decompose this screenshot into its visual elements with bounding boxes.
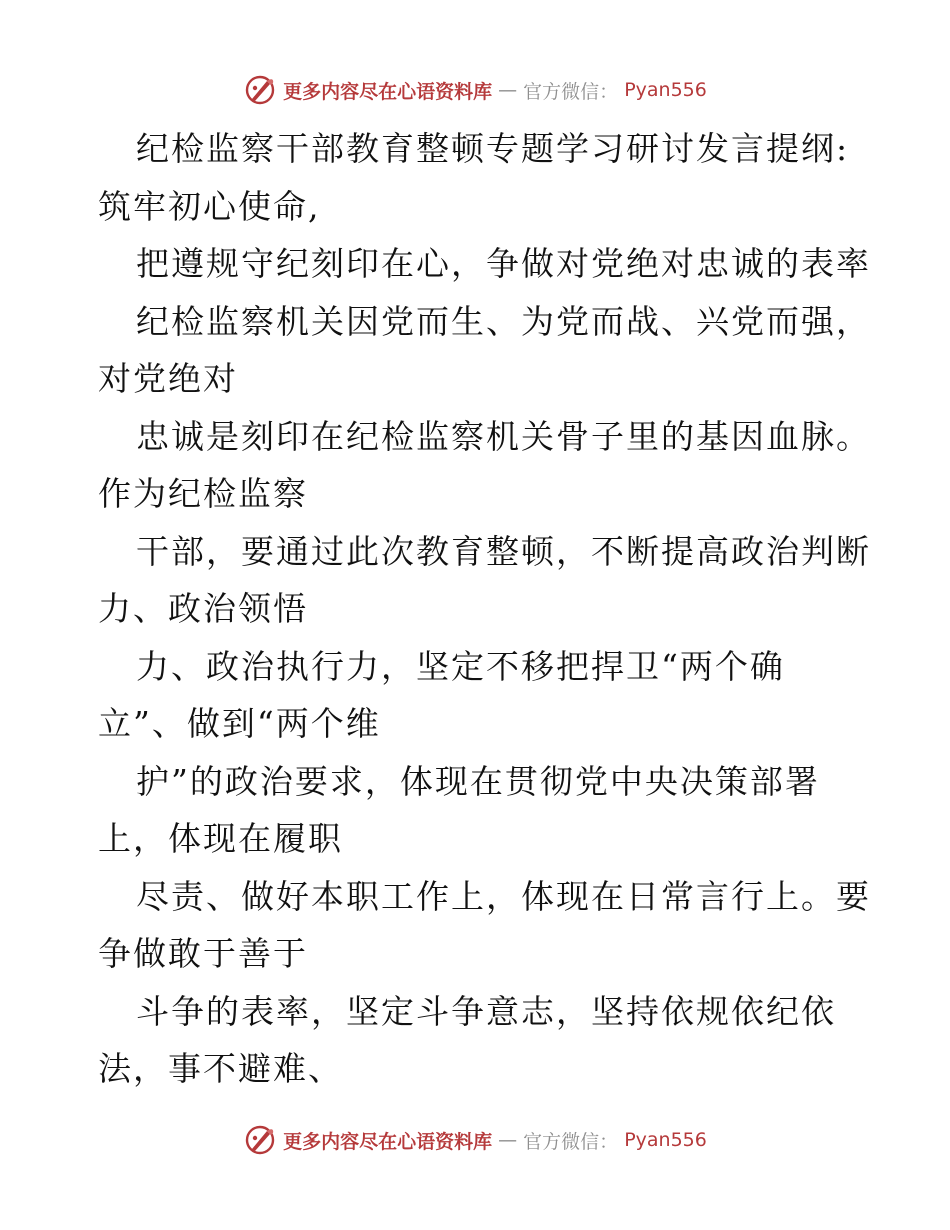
watermark-dash: —	[498, 79, 518, 101]
doc-line: 法，事不避难、	[98, 1049, 343, 1088]
doc-line: 争做敢于善于	[98, 934, 308, 973]
doc-line: 筑牢初心使命,	[98, 186, 321, 226]
document-body	[98, 120, 871, 1098]
doc-line: 斗争的表率，坚定斗争意志，坚持依规依纪依	[136, 991, 836, 1031]
doc-line: 护”的政治要求，体现在贯彻党中央决策部署	[136, 761, 820, 801]
doc-line: 忠诚是刻印在纪检监察机关骨子里的基因血脉。	[136, 416, 871, 456]
doc-line: 纪检监察干部教育整顿专题学习研讨发言提纲:	[136, 129, 850, 168]
footer-watermark	[0, 1118, 950, 1162]
watermark-official-label: 官方微信：	[523, 80, 619, 103]
quill-logo-icon	[243, 1123, 277, 1157]
watermark-wechat-id: Pyan556	[624, 79, 707, 101]
doc-line: 立”、做到“两个维	[98, 704, 381, 743]
footer-watermark-content	[243, 1123, 707, 1157]
doc-line: 干部，要通过此次教育整顿，不断提高政治判断	[136, 531, 871, 571]
watermark-dash: —	[498, 1129, 518, 1151]
doc-line: 力、政治执行力，坚定不移把捍卫“两个确	[136, 646, 785, 686]
watermark-site-text: 更多内容尽在心语资料库	[283, 80, 493, 103]
doc-line: 尽责、做好本职工作上，体现在日常言行上。要	[136, 876, 871, 916]
watermark-official-label: 官方微信：	[523, 1130, 619, 1153]
doc-line: 对党绝对	[98, 359, 238, 398]
header-watermark	[0, 68, 950, 112]
doc-line: 作为纪检监察	[98, 474, 308, 513]
header-watermark-content	[243, 73, 707, 107]
watermark-wechat-id: Pyan556	[624, 1129, 707, 1151]
doc-line: 力、政治领悟	[98, 589, 308, 628]
doc-line: 上，体现在履职	[98, 819, 343, 858]
doc-line: 把遵规守纪刻印在心，争做对党绝对忠诚的表率	[136, 244, 871, 283]
doc-line: 纪检监察机关因党而生、为党而战、兴党而强，	[136, 301, 871, 341]
watermark-site-text: 更多内容尽在心语资料库	[283, 1130, 493, 1153]
quill-logo-icon	[243, 73, 277, 107]
